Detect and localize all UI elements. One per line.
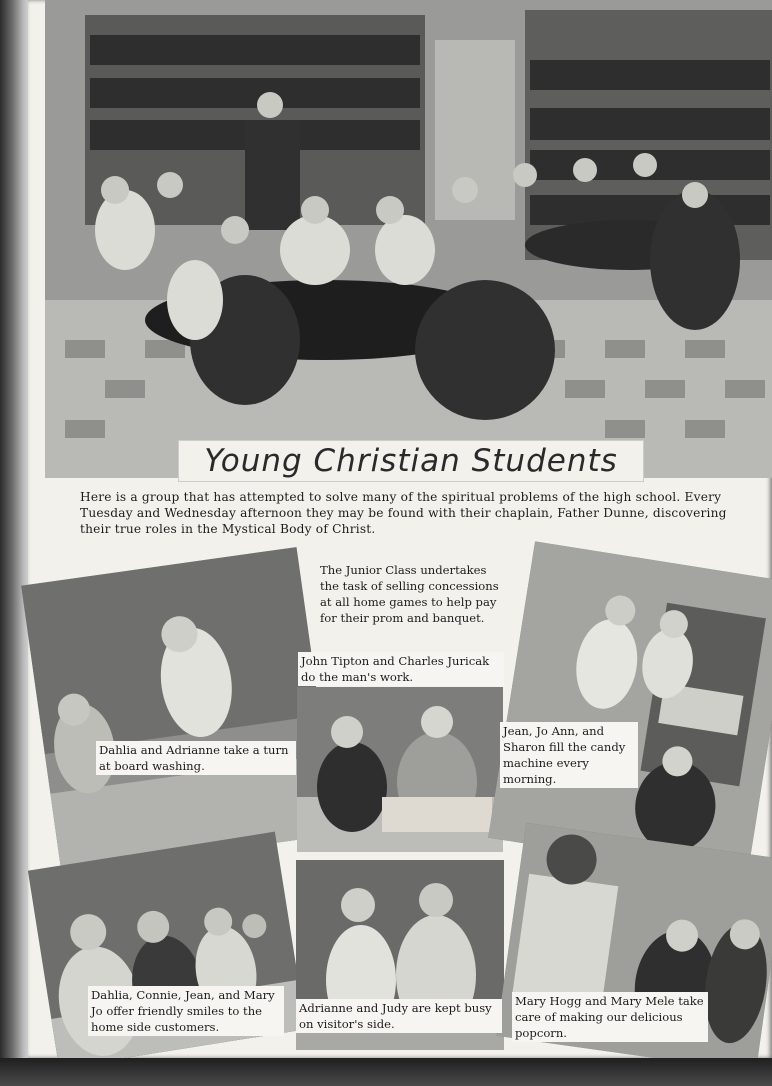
caption-john-charles: John Tipton and Charles Juricak do the man's work.: [298, 652, 504, 686]
board-washing-scene: [21, 547, 337, 873]
library-scene: [45, 0, 772, 478]
title-box: [178, 440, 644, 482]
caption-candy-machine: Jean, Jo Ann, and Sharon fill the candy machine every morning.: [500, 722, 638, 788]
page-bottom-edge: [0, 1058, 772, 1086]
intro-paragraph: Here is a group that has attempted to solve many of the spiritual problems of the high school. Every Tuesday and Wednesday afternoon they may be found with their chaplain, Father Dunne, discovering their true roles in the Mystical Body of Christ.: [80, 490, 727, 536]
caption-adrianne-judy: Adrianne and Judy are kept busy on visitor's side.: [296, 999, 502, 1033]
book-spine: [0, 0, 30, 1086]
caption-popcorn: Mary Hogg and Mary Mele take care of making our delicious popcorn.: [512, 992, 708, 1042]
john-charles-scene: [297, 687, 503, 852]
photo-board-washing: [21, 547, 337, 873]
photo-john-charles: [297, 687, 503, 852]
page-title: Young Christian Students: [204, 443, 618, 479]
caption-dahlia-group: Dahlia, Connie, Jean, and Mary Jo offer friendly smiles to the home side customers.: [88, 986, 284, 1036]
main-photo-library-meeting: [45, 0, 772, 478]
caption-board-washing: Dahlia and Adrianne take a turn at board washing.: [96, 741, 296, 775]
junior-class-paragraph: The Junior Class undertakes the task of selling concessions at all home games to help pay for their prom and banquet.: [320, 563, 499, 625]
